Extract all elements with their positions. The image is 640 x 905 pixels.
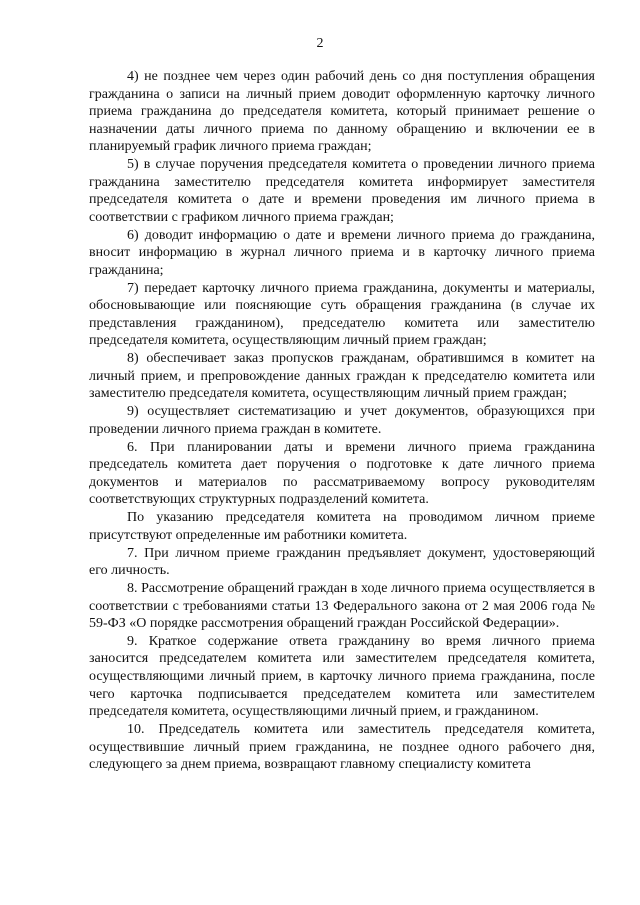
paragraph-clause-7: 7. При личном приеме гражданин предъявляет документ, удостоверяющий его личность. bbox=[89, 545, 595, 579]
paragraph-clause-10: 10. Председатель комитета или заместитель председателя комитета, осуществившие личный прием гражданина, не позднее одного рабочего дня, следующего за днем приема, возвращают главному специалисту комитета bbox=[89, 722, 595, 773]
paragraph-item-4: 4) не позднее чем через один рабочий день со дня поступления обращения гражданина о записи на личный прием доводит оформленную карточку личного приема гражданина до председателя комитета, который принимает решение о назначении даты личного приема по данному обращению и включении ее в планируемый график личного приема граждан; bbox=[89, 69, 595, 155]
paragraph-item-9: 9) осуществляет систематизацию и учет документов, образующихся при проведении личного приема граждан в комитете. bbox=[89, 404, 595, 437]
paragraph-item-8: 8) обеспечивает заказ пропусков гражданам, обратившимся в комитет на личный прием, и препровождение данных граждан к председателю комитета или заместителю председателя комитета, осуществляющим личный прием граждан; bbox=[89, 351, 595, 402]
paragraph-clause-6-note: По указанию председателя комитета на проводимом личном приеме присутствуют определенные им работники комитета. bbox=[89, 510, 595, 543]
paragraph-item-7: 7) передает карточку личного приема гражданина, документы и материалы, обосновывающие или поясняющие суть обращения гражданина (в случае их представления гражданином), председателю комитета или заместителю председателя комитета, осуществляющим личный прием граждан; bbox=[89, 280, 595, 349]
paragraph-clause-6: 6. При планировании даты и времени личного приема гражданина председатель комитета дает поручения о подготовке к дате личного приема документов и материалов по рассматриваемому вопросу руководителям соответствующих структурных подразделений комитета. bbox=[89, 439, 595, 508]
paragraph-item-6: 6) доводит информацию о дате и времени личного приема до гражданина, вносит информацию в журнал личного приема и в карточку личного приема гражданина; bbox=[89, 227, 595, 278]
paragraph-clause-8: 8. Рассмотрение обращений граждан в ходе личного приема осуществляется в соответствии с требованиями статьи 13 Федерального закона от 2 мая 2006 года № 59-ФЗ «О порядке рассмотрения обращений граждан Российской Федерации». bbox=[89, 580, 595, 632]
paragraph-clause-9: 9. Краткое содержание ответа гражданину во время личного приема заносится председателем комитета или заместителем председателя комитета, осуществляющими личный прием, в карточку личного приема гражданина, после чего карточка подписывается председателем комитета или заместителем председателя комитета, осуществляющими личный прием, и гражданином. bbox=[89, 633, 595, 720]
document-body bbox=[89, 68, 595, 774]
page-number: 2 bbox=[316, 36, 324, 51]
paragraph-item-5: 5) в случае поручения председателя комитета о проведении личного приема гражданина заместителю председателя комитета информирует заместителя председателя комитета о дате и времени проведения им личного приема в соответствии с графиком личного приема граждан; bbox=[89, 157, 595, 225]
